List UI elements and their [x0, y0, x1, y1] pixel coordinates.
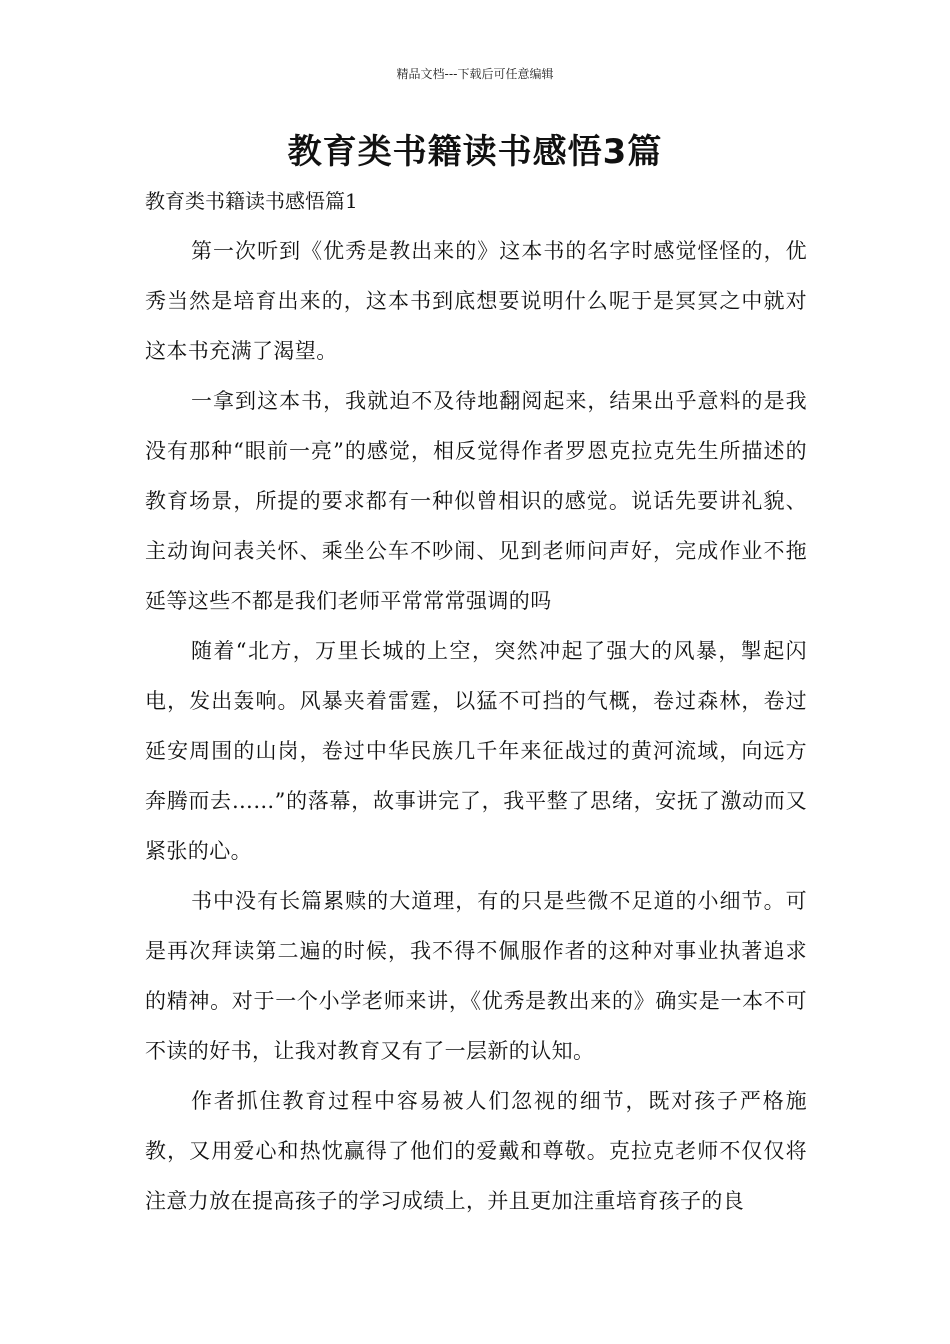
- paragraph: 作者抓住教育过程中容易被人们忽视的细节，既对孩子严格施教，又用爱心和热忱赢得了他们的爱戴和尊敬。克拉克老师不仅仅将注意力放在提高孩子的学习成绩上，并且更加注重培育孩子的良: [145, 1089, 807, 1213]
- paragraph: 一拿到这本书，我就迫不及待地翻阅起来，结果出乎意料的是我没有那种“眼前一亮”的感觉，相反觉得作者罗恩克拉克先生所描述的教育场景，所提的要求都有一种似曾相识的感觉。说话先要讲礼貌、主动询问表关怀、乘坐公车不吵闹、见到老师问声好，完成作业不拖延等这些不都是我们老师平常常常强调的吗: [145, 389, 807, 613]
- paragraph: 随着“北方，万里长城的上空，突然冲起了强大的风暴，掣起闪电，发出轰响。风暴夹着雷霆，以猛不可挡的气概，卷过森林，卷过延安周围的山岗，卷过中华民族几千年来征战过的黄河流域，向远方奔腾而去……”的落幕，故事讲完了，我平整了思绪，安抚了激动而又紧张的心。: [145, 639, 807, 863]
- paragraph: 第一次听到《优秀是教出来的》这本书的名字时感觉怪怪的，优秀当然是培育出来的，这本书到底想要说明什么呢于是冥冥之中就对这本书充满了渴望。: [145, 239, 807, 363]
- header-note: 精品文档---下载后可任意编辑: [396, 67, 554, 81]
- section-heading: 教育类书籍读书感悟篇1: [145, 189, 358, 213]
- paragraph: 书中没有长篇累赎的大道理，有的只是些微不足道的小细节。可是再次拜读第二遍的时候，我不得不佩服作者的这种对事业执著追求的精神。对于一个小学老师来讲，《优秀是教出来的》确实是一本不可不读的好书，让我对教育又有了一层新的认知。: [145, 889, 807, 1063]
- body-text: [145, 226, 807, 1226]
- document-title: 教育类书籍读书感悟3篇: [287, 132, 663, 172]
